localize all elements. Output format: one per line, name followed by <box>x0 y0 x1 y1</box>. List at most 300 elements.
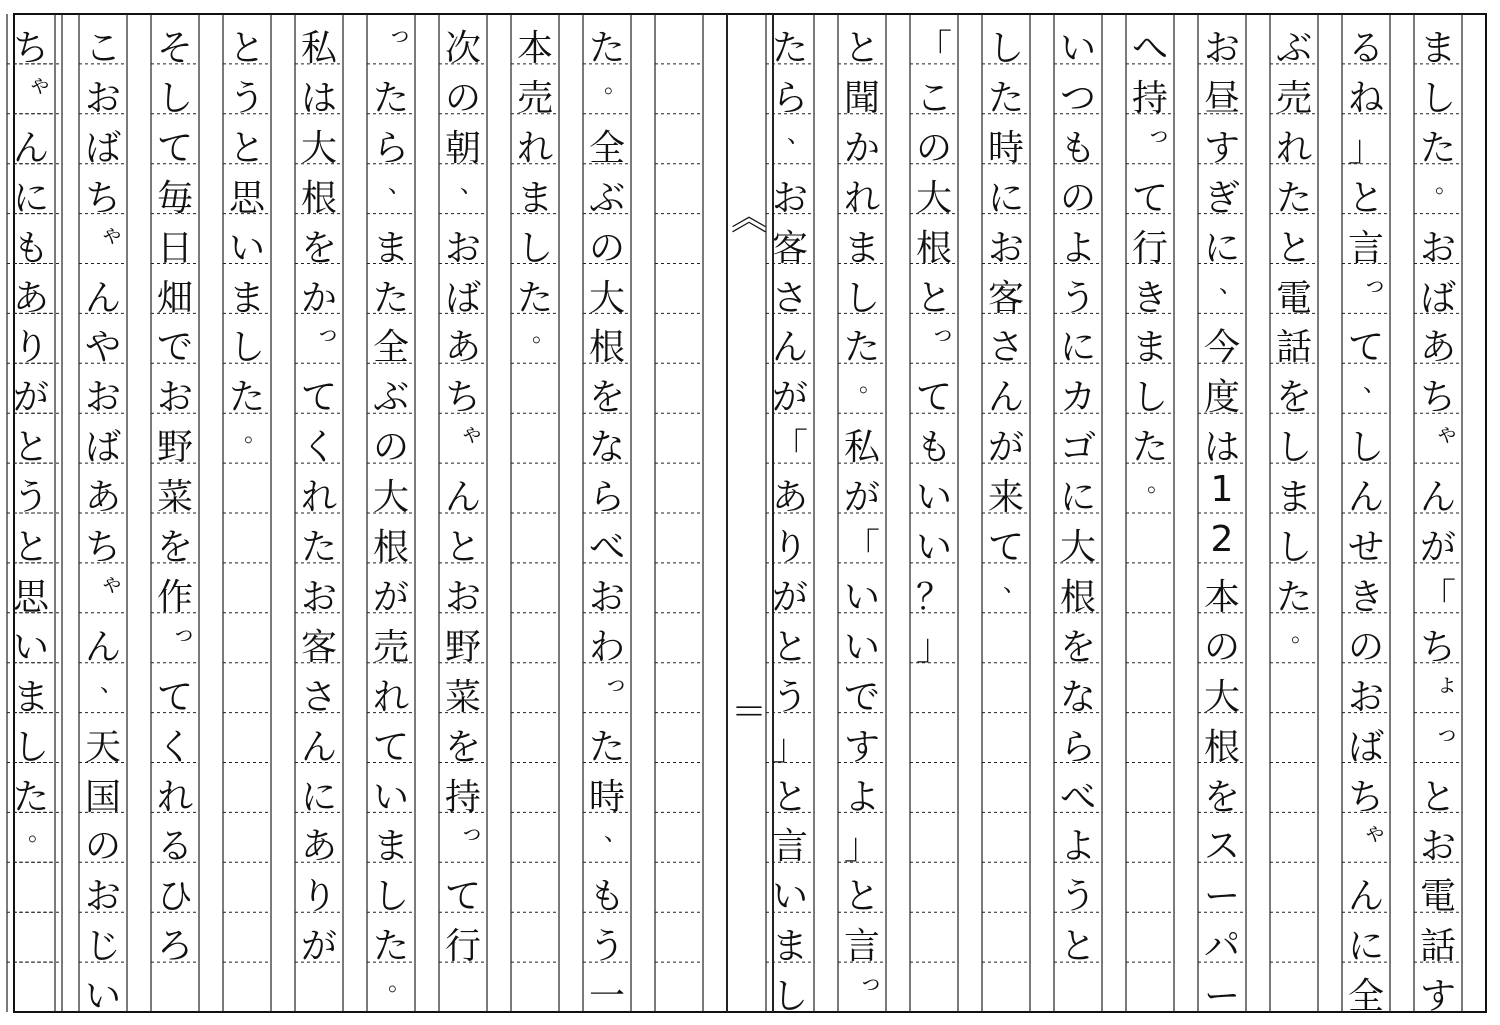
manuscript-char: お <box>300 576 337 618</box>
manuscript-char: ね <box>1347 77 1384 119</box>
manuscript-char: で <box>843 676 880 718</box>
manuscript-char: 。 <box>532 319 556 348</box>
manuscript-char: る <box>156 826 193 868</box>
manuscript-char: 言 <box>843 926 880 968</box>
manuscript-char: ま <box>372 826 409 868</box>
manuscript-char: お <box>84 377 121 419</box>
manuscript-char: せ <box>1347 527 1384 568</box>
manuscript-char: ま <box>1419 28 1456 69</box>
manuscript-char: 電 <box>1419 876 1456 918</box>
manuscript-char: ん <box>771 327 808 369</box>
manuscript-char: ち <box>1419 626 1456 668</box>
manuscript-char: っ <box>604 668 628 697</box>
manuscript-char: の <box>1059 177 1096 219</box>
manuscript-char: 菜 <box>444 676 481 718</box>
manuscript-char: ん <box>1347 876 1384 918</box>
manuscript-char: と <box>12 527 49 568</box>
manuscript-char: に <box>1059 477 1096 519</box>
manuscript-char: 」 <box>1347 127 1384 169</box>
manuscript-char: 、 <box>1219 269 1243 298</box>
manuscript-char: 。 <box>859 369 883 398</box>
manuscript-char: の <box>1203 626 1240 668</box>
manuscript-char: ち <box>84 177 121 219</box>
manuscript-char: た <box>771 28 808 69</box>
manuscript-char: れ <box>156 776 193 818</box>
manuscript-char: の <box>84 826 121 868</box>
manuscript-char: 全 <box>588 127 625 169</box>
manuscript-char: っ <box>1435 718 1459 747</box>
manuscript-char: ん <box>84 277 121 319</box>
manuscript-char: お <box>1419 227 1456 269</box>
manuscript-char: ま <box>228 277 265 319</box>
manuscript-char: を <box>1203 776 1240 818</box>
manuscript-char: た <box>300 527 337 568</box>
manuscript-char: 大 <box>372 477 409 519</box>
manuscript-char: 「 <box>915 28 952 69</box>
manuscript-char: 今 <box>1203 327 1240 369</box>
manuscript-char: べ <box>1059 776 1096 818</box>
manuscript-char: ん <box>84 626 121 668</box>
manuscript-char: し <box>1347 427 1384 469</box>
manuscript-char: 聞 <box>843 77 880 119</box>
manuscript-char: な <box>1059 676 1096 718</box>
manuscript-char: ゃ <box>1435 419 1459 448</box>
manuscript-char: を <box>444 726 481 768</box>
manuscript-char: 野 <box>156 427 193 469</box>
manuscript-char: ち <box>84 527 121 568</box>
manuscript-char: し <box>516 227 553 269</box>
manuscript-char: 大 <box>1203 676 1240 718</box>
manuscript-char: ぶ <box>588 177 625 219</box>
manuscript-char: ー <box>1203 876 1240 918</box>
manuscript-char: れ <box>516 127 553 169</box>
manuscript-char: べ <box>588 527 625 568</box>
manuscript-char: ろ <box>156 926 193 968</box>
manuscript-char: い <box>843 626 880 668</box>
manuscript-char: 大 <box>588 277 625 319</box>
manuscript-char: が <box>843 477 880 519</box>
manuscript-char: と <box>12 427 49 469</box>
manuscript-char: お <box>1347 676 1384 718</box>
manuscript-char: が <box>12 377 49 419</box>
manuscript-char: ば <box>1419 277 1456 319</box>
manuscript-char: し <box>1131 377 1168 419</box>
manuscript-char: の <box>915 127 952 169</box>
manuscript-char: い <box>915 527 952 568</box>
manuscript-char: た <box>372 926 409 968</box>
manuscript-char: あ <box>12 277 49 319</box>
manuscript-char: お <box>84 77 121 119</box>
manuscript-column <box>0 14 48 1012</box>
manuscript-char: と <box>228 28 265 69</box>
manuscript-char: う <box>12 477 49 519</box>
manuscript-char: 客 <box>771 227 808 269</box>
manuscript-char: も <box>588 876 625 918</box>
manuscript-char: て <box>156 676 193 718</box>
manuscript-char: し <box>771 976 808 1018</box>
manuscript-char: ぶ <box>1275 28 1312 69</box>
manuscript-char: も <box>915 427 952 469</box>
manuscript-char: 思 <box>12 576 49 618</box>
manuscript-char: で <box>156 327 193 369</box>
manuscript-char: た <box>228 377 265 419</box>
manuscript-char: っ <box>460 818 484 847</box>
manuscript-char: お <box>588 576 625 618</box>
manuscript-char: と <box>915 277 952 319</box>
manuscript-char: っ <box>859 968 883 997</box>
manuscript-char: と <box>1347 177 1384 219</box>
manuscript-char: 根 <box>372 527 409 568</box>
manuscript-char: 本 <box>516 28 553 69</box>
manuscript-char: お <box>156 377 193 419</box>
manuscript-char: て <box>1347 327 1384 369</box>
manuscript-char: ゃ <box>1363 818 1387 847</box>
manuscript-char: と <box>1059 926 1096 968</box>
center-mark-mid: ＝ <box>731 692 768 733</box>
manuscript-char: 、 <box>388 169 412 198</box>
manuscript-char: ん <box>1347 477 1384 519</box>
manuscript-char: お <box>444 576 481 618</box>
manuscript-char: っ <box>316 319 340 348</box>
manuscript-char: た <box>588 28 625 69</box>
manuscript-char: 私 <box>843 427 880 469</box>
manuscript-char: さ <box>771 277 808 319</box>
manuscript-char: た <box>1131 427 1168 469</box>
manuscript-char: を <box>1275 377 1312 419</box>
manuscript-char: か <box>843 127 880 169</box>
manuscript-char: う <box>771 676 808 718</box>
manuscript-char: し <box>1275 427 1312 469</box>
manuscript-char: っ <box>931 319 955 348</box>
manuscript-char: な <box>588 427 625 469</box>
manuscript-char: 国 <box>84 776 121 818</box>
manuscript-char: た <box>516 277 553 319</box>
manuscript-char: よ <box>1059 227 1096 269</box>
manuscript-char: り <box>771 527 808 568</box>
manuscript-char: ゴ <box>1059 427 1096 469</box>
manuscript-char: ん <box>1419 477 1456 519</box>
manuscript-char: し <box>1275 527 1312 568</box>
manuscript-char: 昼 <box>1203 77 1240 119</box>
manuscript-char: 来 <box>987 477 1024 519</box>
manuscript-char: し <box>843 277 880 319</box>
manuscript-char: ま <box>1275 477 1312 519</box>
manuscript-char: た <box>1419 127 1456 169</box>
manuscript-char: ら <box>372 127 409 169</box>
manuscript-char: ば <box>1347 726 1384 768</box>
manuscript-char: 2 <box>1210 519 1234 560</box>
manuscript-char: 」 <box>771 726 808 768</box>
manuscript-char: う <box>228 77 265 119</box>
manuscript-char: い <box>771 876 808 918</box>
manuscript-char: お <box>987 227 1024 269</box>
manuscript-char: ま <box>771 926 808 968</box>
manuscript-char: 」 <box>843 826 880 868</box>
manuscript-char: た <box>372 277 409 319</box>
manuscript-char: 、 <box>1363 369 1387 398</box>
manuscript-char: た <box>843 327 880 369</box>
manuscript-char: 私 <box>300 28 337 69</box>
manuscript-char: 客 <box>300 626 337 668</box>
manuscript-char: い <box>843 576 880 618</box>
manuscript-char: 行 <box>1131 227 1168 269</box>
manuscript-char: 「 <box>1419 576 1456 618</box>
manuscript-char: 。 <box>388 968 412 997</box>
manuscript-char: 全 <box>372 327 409 369</box>
manuscript-char: 、 <box>787 119 811 148</box>
manuscript-char: ぎ <box>1203 177 1240 219</box>
manuscript-char: 、 <box>100 668 124 697</box>
manuscript-char: が <box>1419 527 1456 568</box>
manuscript-char: た <box>1275 177 1312 219</box>
manuscript-char: 持 <box>444 776 481 818</box>
manuscript-char: ち <box>444 377 481 419</box>
manuscript-char: 。 <box>1147 469 1171 498</box>
manuscript-char: 言 <box>1347 227 1384 269</box>
manuscript-char: 日 <box>156 227 193 269</box>
manuscript-char: ー <box>1203 976 1240 1018</box>
manuscript-char: て <box>372 726 409 768</box>
manuscript-char: ん <box>444 477 481 519</box>
manuscript-char: お <box>444 227 481 269</box>
center-binding-margin <box>727 14 773 1012</box>
manuscript-char: れ <box>1275 127 1312 169</box>
manuscript-char: 話 <box>1275 327 1312 369</box>
manuscript-char: ひ <box>156 876 193 918</box>
manuscript-char: き <box>1347 576 1384 618</box>
manuscript-char: て <box>444 876 481 918</box>
manuscript-char: と <box>771 776 808 818</box>
manuscript-char: 作 <box>156 576 193 618</box>
manuscript-char: 全 <box>1347 976 1384 1018</box>
manuscript-char: 根 <box>1059 576 1096 618</box>
manuscript-char: い <box>1059 28 1096 69</box>
manuscript-char: て <box>915 377 952 419</box>
manuscript-char: ば <box>444 277 481 319</box>
manuscript-char: と <box>843 28 880 69</box>
manuscript-char: ば <box>84 127 121 169</box>
manuscript-char: も <box>1059 127 1096 169</box>
manuscript-char: 」 <box>915 626 952 668</box>
manuscript-char: の <box>444 77 481 119</box>
manuscript-char: 度 <box>1203 377 1240 419</box>
manuscript-char: と <box>444 527 481 568</box>
manuscript-char: っ <box>388 20 412 48</box>
manuscript-char: に <box>12 177 49 219</box>
manuscript-char: と <box>1275 227 1312 269</box>
manuscript-char: 売 <box>372 626 409 668</box>
manuscript-char: 。 <box>28 818 52 847</box>
manuscript-char: 天 <box>84 726 121 768</box>
manuscript-char: 売 <box>1275 77 1312 119</box>
manuscript-char: ん <box>12 127 49 169</box>
manuscript-char: 畑 <box>156 277 193 319</box>
manuscript-char: は <box>300 77 337 119</box>
manuscript-char: が <box>771 576 808 618</box>
manuscript-char: こ <box>84 28 121 69</box>
manuscript-char: て <box>300 377 337 419</box>
manuscript-char: 。 <box>1291 618 1315 647</box>
manuscript-char: を <box>1059 626 1096 668</box>
manuscript-char: ゃ <box>28 69 52 98</box>
manuscript-char: う <box>1059 277 1096 319</box>
manuscript-char: 根 <box>588 327 625 369</box>
manuscript-char: こ <box>915 77 952 119</box>
manuscript-char: ま <box>516 177 553 219</box>
manuscript-char: し <box>1419 77 1456 119</box>
manuscript-char: ん <box>300 726 337 768</box>
manuscript-char: と <box>843 876 880 918</box>
manuscript-char: 。 <box>244 419 268 448</box>
manuscript-char: て <box>987 527 1024 568</box>
manuscript-char: ち <box>1419 377 1456 419</box>
manuscript-char: て <box>1131 177 1168 219</box>
manuscript-char: 一 <box>588 976 625 1018</box>
manuscript-char: 、 <box>1003 568 1027 597</box>
manuscript-char: の <box>372 427 409 469</box>
manuscript-char: た <box>12 776 49 818</box>
manuscript-char: あ <box>84 477 121 519</box>
manuscript-char: ？ <box>915 576 952 618</box>
manuscript-char: 、 <box>604 818 628 847</box>
manuscript-char: ば <box>84 427 121 469</box>
manuscript-char: は <box>1203 427 1240 469</box>
manuscript-char: し <box>987 28 1024 69</box>
manuscript-char: く <box>300 427 337 469</box>
manuscript-char: 朝 <box>444 127 481 169</box>
manuscript-char: カ <box>1059 377 1096 419</box>
manuscript-char: い <box>84 976 121 1018</box>
manuscript-char: ス <box>1203 826 1240 868</box>
manuscript-char: く <box>156 726 193 768</box>
center-mark-top: ︽ <box>731 197 768 238</box>
manuscript-char: 電 <box>1275 277 1312 319</box>
manuscript-char: 時 <box>588 776 625 818</box>
manuscript-char: ら <box>1059 726 1096 768</box>
manuscript-char: の <box>588 227 625 269</box>
manuscript-char: い <box>915 477 952 519</box>
manuscript-char: あ <box>771 477 808 519</box>
manuscript-char: し <box>156 77 193 119</box>
manuscript-char: ま <box>843 227 880 269</box>
manuscript-char: を <box>300 227 337 269</box>
manuscript-char: れ <box>843 177 880 219</box>
manuscript-char: あ <box>1419 327 1456 369</box>
manuscript-char: る <box>1347 28 1384 69</box>
manuscript-char: れ <box>372 676 409 718</box>
manuscript-char: が <box>771 377 808 419</box>
manuscript-char: 「 <box>771 427 808 469</box>
manuscript-char: て <box>156 127 193 169</box>
manuscript-char: ん <box>987 377 1024 419</box>
manuscript-char: 行 <box>444 926 481 968</box>
manuscript-char: に <box>1059 327 1096 369</box>
manuscript-char: ち <box>1347 776 1384 818</box>
manuscript-char: お <box>771 177 808 219</box>
manuscript-char: つ <box>1059 77 1096 119</box>
manuscript-char: も <box>12 227 49 269</box>
manuscript-char: さ <box>987 327 1024 369</box>
manuscript-char: 持 <box>1131 77 1168 119</box>
manuscript-char: よ <box>1059 826 1096 868</box>
manuscript-char: ら <box>588 477 625 519</box>
manuscript-column <box>655 14 703 1012</box>
manuscript-char: た <box>588 726 625 768</box>
manuscript-char: 話 <box>1419 926 1456 968</box>
manuscript-char: い <box>372 776 409 818</box>
manuscript-char: を <box>156 527 193 568</box>
manuscript-char: た <box>1275 576 1312 618</box>
manuscript-char: き <box>1131 277 1168 319</box>
manuscript-char: を <box>588 377 625 419</box>
manuscript-char: ゃ <box>100 219 124 248</box>
manuscript-char: う <box>588 926 625 968</box>
manuscript-char: へ <box>1131 28 1168 69</box>
manuscript-char: す <box>843 726 880 768</box>
manuscript-char: ま <box>12 676 49 718</box>
manuscript-char: や <box>84 327 121 369</box>
manuscript-char: ま <box>372 227 409 269</box>
manuscript-char: ょ <box>1435 668 1459 697</box>
manuscript-char: ま <box>1131 327 1168 369</box>
manuscript-char: す <box>1203 127 1240 169</box>
manuscript-char: じ <box>84 926 121 968</box>
manuscript-char: ら <box>771 77 808 119</box>
manuscript-char: し <box>228 327 265 369</box>
manuscript-char: お <box>1419 826 1456 868</box>
manuscript-char: わ <box>588 626 625 668</box>
manuscript-char: い <box>12 626 49 668</box>
manuscript-char: あ <box>300 826 337 868</box>
manuscript-char: に <box>1203 227 1240 269</box>
manuscript-char: さ <box>300 676 337 718</box>
manuscript-char: 大 <box>300 127 337 169</box>
manuscript-char: 「 <box>843 527 880 568</box>
manuscript-char: そ <box>156 28 193 69</box>
manuscript-char: 思 <box>228 177 265 219</box>
manuscript-char: 。 <box>604 69 628 98</box>
manuscript-char: よ <box>843 776 880 818</box>
manuscript-char: 大 <box>1059 527 1096 568</box>
manuscript-char: の <box>1347 626 1384 668</box>
manuscript-char: っ <box>1363 269 1387 298</box>
manuscript-char: パ <box>1203 926 1240 968</box>
manuscript-char: 時 <box>987 127 1024 169</box>
manuscript-char: あ <box>444 327 481 369</box>
manuscript-char: ゃ <box>460 419 484 448</box>
manuscript-char: ぶ <box>372 377 409 419</box>
manuscript-char: 。 <box>1435 169 1459 198</box>
manuscript-char: し <box>372 876 409 918</box>
manuscript-char: 毎 <box>156 177 193 219</box>
manuscript-char: た <box>987 77 1024 119</box>
manuscript-char: 野 <box>444 626 481 668</box>
manuscript-char: 根 <box>1203 726 1240 768</box>
manuscript-char: が <box>372 576 409 618</box>
manuscript-char: た <box>372 77 409 119</box>
manuscript-char: 言 <box>771 826 808 868</box>
manuscript-char: か <box>300 277 337 319</box>
manuscript-char: し <box>12 726 49 768</box>
manuscript-char: が <box>987 427 1024 469</box>
manuscript-char: お <box>84 876 121 918</box>
manuscript-char: 根 <box>300 177 337 219</box>
manuscript-char: 、 <box>460 169 484 198</box>
manuscript-char: っ <box>172 618 196 647</box>
manuscript-char: と <box>228 127 265 169</box>
manuscript-char: ゃ <box>100 568 124 597</box>
manuscript-char: が <box>300 926 337 968</box>
